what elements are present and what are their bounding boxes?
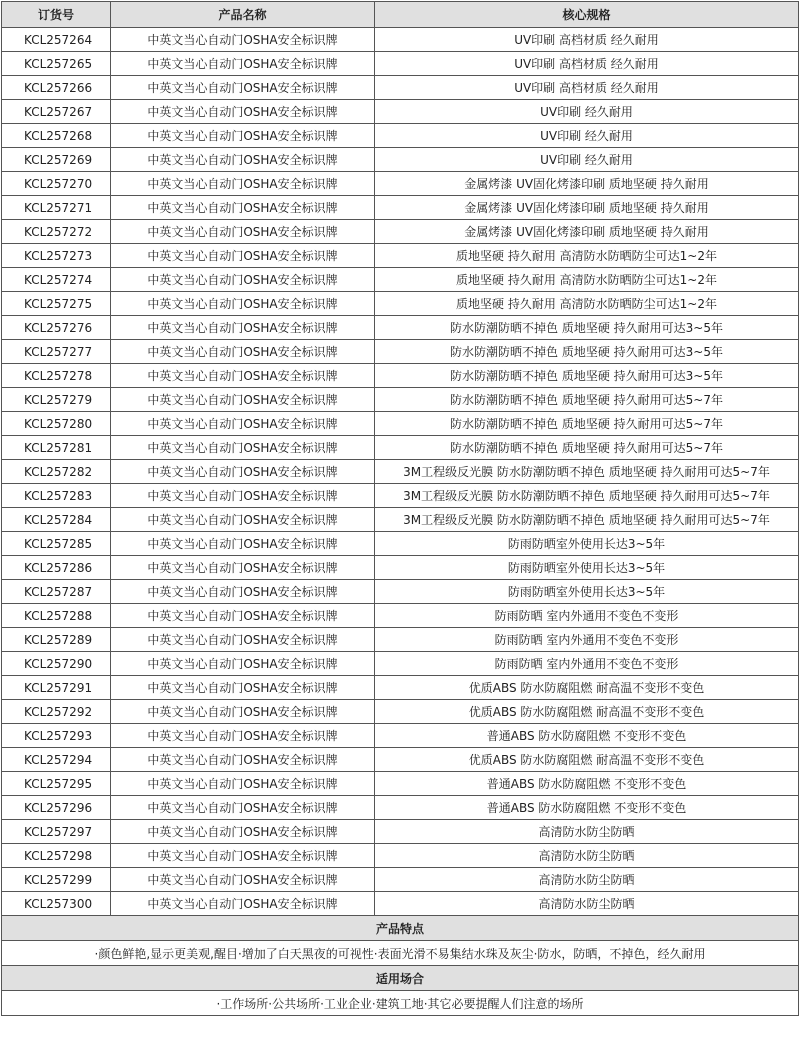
table-header-row (2, 2, 799, 28)
product-name-cell: 中英文当心自动门OSHA安全标识牌 (111, 340, 375, 364)
core-spec-cell: 高清防水防尘防晒 (375, 820, 799, 844)
core-spec-cell: 防雨防晒室外使用长达3~5年 (375, 532, 799, 556)
core-spec-cell: 防水防潮防晒不掉色 质地坚硬 持久耐用可达5~7年 (375, 388, 799, 412)
product-name-cell: 中英文当心自动门OSHA安全标识牌 (111, 580, 375, 604)
table-row (2, 316, 799, 340)
core-spec-cell: 金属烤漆 UV固化烤漆印刷 质地坚硬 持久耐用 (375, 172, 799, 196)
core-spec-cell: 优质ABS 防水防腐阻燃 耐高温不变形不变色 (375, 700, 799, 724)
order-number-cell: KCL257282 (2, 460, 111, 484)
core-spec-cell: 高清防水防尘防晒 (375, 892, 799, 916)
product-name-cell: 中英文当心自动门OSHA安全标识牌 (111, 124, 375, 148)
order-number-cell: KCL257279 (2, 388, 111, 412)
product-table-container (1, 1, 798, 1016)
core-spec-cell: 高清防水防尘防晒 (375, 868, 799, 892)
order-number-cell: KCL257292 (2, 700, 111, 724)
table-row (2, 76, 799, 100)
core-spec-cell: UV印刷 经久耐用 (375, 124, 799, 148)
table-row (2, 412, 799, 436)
order-number-cell: KCL257300 (2, 892, 111, 916)
product-name-cell: 中英文当心自动门OSHA安全标识牌 (111, 700, 375, 724)
order-number-cell: KCL257290 (2, 652, 111, 676)
product-name-cell: 中英文当心自动门OSHA安全标识牌 (111, 52, 375, 76)
usage-title: 适用场合 (2, 966, 799, 991)
core-spec-cell: 高清防水防尘防晒 (375, 844, 799, 868)
core-spec-cell: UV印刷 经久耐用 (375, 100, 799, 124)
header-order-number: 订货号 (2, 2, 111, 28)
product-name-cell: 中英文当心自动门OSHA安全标识牌 (111, 220, 375, 244)
order-number-cell: KCL257287 (2, 580, 111, 604)
table-row (2, 124, 799, 148)
order-number-cell: KCL257281 (2, 436, 111, 460)
core-spec-cell: UV印刷 高档材质 经久耐用 (375, 28, 799, 52)
table-row (2, 364, 799, 388)
core-spec-cell: 防雨防晒 室内外通用不变色不变形 (375, 628, 799, 652)
order-number-cell: KCL257288 (2, 604, 111, 628)
core-spec-cell: 防水防潮防晒不掉色 质地坚硬 持久耐用可达3~5年 (375, 316, 799, 340)
table-row (2, 580, 799, 604)
core-spec-cell: 3M工程级反光膜 防水防潮防晒不掉色 质地坚硬 持久耐用可达5~7年 (375, 508, 799, 532)
product-name-cell: 中英文当心自动门OSHA安全标识牌 (111, 412, 375, 436)
order-number-cell: KCL257283 (2, 484, 111, 508)
table-row (2, 844, 799, 868)
table-row (2, 820, 799, 844)
table-row (2, 52, 799, 76)
core-spec-cell: 质地坚硬 持久耐用 高清防水防晒防尘可达1~2年 (375, 244, 799, 268)
product-name-cell: 中英文当心自动门OSHA安全标识牌 (111, 196, 375, 220)
usage-body-row (2, 991, 799, 1016)
order-number-cell: KCL257294 (2, 748, 111, 772)
table-row (2, 700, 799, 724)
header-core-spec: 核心规格 (375, 2, 799, 28)
order-number-cell: KCL257297 (2, 820, 111, 844)
core-spec-cell: UV印刷 高档材质 经久耐用 (375, 76, 799, 100)
order-number-cell: KCL257280 (2, 412, 111, 436)
table-row (2, 460, 799, 484)
table-row (2, 196, 799, 220)
table-row (2, 220, 799, 244)
usage-header-row (2, 966, 799, 991)
product-name-cell: 中英文当心自动门OSHA安全标识牌 (111, 676, 375, 700)
product-name-cell: 中英文当心自动门OSHA安全标识牌 (111, 484, 375, 508)
table-row (2, 724, 799, 748)
core-spec-cell: 质地坚硬 持久耐用 高清防水防晒防尘可达1~2年 (375, 268, 799, 292)
core-spec-cell: 普通ABS 防水防腐阻燃 不变形不变色 (375, 772, 799, 796)
order-number-cell: KCL257289 (2, 628, 111, 652)
product-name-cell: 中英文当心自动门OSHA安全标识牌 (111, 316, 375, 340)
table-row (2, 892, 799, 916)
core-spec-cell: 优质ABS 防水防腐阻燃 耐高温不变形不变色 (375, 748, 799, 772)
core-spec-cell: 防水防潮防晒不掉色 质地坚硬 持久耐用可达3~5年 (375, 340, 799, 364)
order-number-cell: KCL257270 (2, 172, 111, 196)
order-number-cell: KCL257296 (2, 796, 111, 820)
order-number-cell: KCL257264 (2, 28, 111, 52)
core-spec-cell: 质地坚硬 持久耐用 高清防水防晒防尘可达1~2年 (375, 292, 799, 316)
order-number-cell: KCL257278 (2, 364, 111, 388)
order-number-cell: KCL257274 (2, 268, 111, 292)
table-row (2, 556, 799, 580)
product-name-cell: 中英文当心自动门OSHA安全标识牌 (111, 268, 375, 292)
product-name-cell: 中英文当心自动门OSHA安全标识牌 (111, 532, 375, 556)
order-number-cell: KCL257298 (2, 844, 111, 868)
product-name-cell: 中英文当心自动门OSHA安全标识牌 (111, 796, 375, 820)
table-row (2, 292, 799, 316)
core-spec-cell: 优质ABS 防水防腐阻燃 耐高温不变形不变色 (375, 676, 799, 700)
core-spec-cell: 普通ABS 防水防腐阻燃 不变形不变色 (375, 796, 799, 820)
table-row (2, 28, 799, 52)
core-spec-cell: 防水防潮防晒不掉色 质地坚硬 持久耐用可达5~7年 (375, 412, 799, 436)
features-body-row (2, 941, 799, 966)
order-number-cell: KCL257299 (2, 868, 111, 892)
table-row (2, 676, 799, 700)
table-row (2, 796, 799, 820)
order-number-cell: KCL257265 (2, 52, 111, 76)
table-row (2, 604, 799, 628)
table-row (2, 532, 799, 556)
order-number-cell: KCL257273 (2, 244, 111, 268)
table-row (2, 868, 799, 892)
core-spec-cell: 普通ABS 防水防腐阻燃 不变形不变色 (375, 724, 799, 748)
product-name-cell: 中英文当心自动门OSHA安全标识牌 (111, 100, 375, 124)
product-name-cell: 中英文当心自动门OSHA安全标识牌 (111, 508, 375, 532)
core-spec-cell: 防雨防晒 室内外通用不变色不变形 (375, 604, 799, 628)
core-spec-cell: 防雨防晒室外使用长达3~5年 (375, 580, 799, 604)
table-row (2, 652, 799, 676)
order-number-cell: KCL257269 (2, 148, 111, 172)
table-row (2, 172, 799, 196)
product-name-cell: 中英文当心自动门OSHA安全标识牌 (111, 556, 375, 580)
order-number-cell: KCL257271 (2, 196, 111, 220)
order-number-cell: KCL257295 (2, 772, 111, 796)
product-name-cell: 中英文当心自动门OSHA安全标识牌 (111, 868, 375, 892)
core-spec-cell: 3M工程级反光膜 防水防潮防晒不掉色 质地坚硬 持久耐用可达5~7年 (375, 484, 799, 508)
table-row (2, 268, 799, 292)
product-name-cell: 中英文当心自动门OSHA安全标识牌 (111, 628, 375, 652)
product-name-cell: 中英文当心自动门OSHA安全标识牌 (111, 772, 375, 796)
core-spec-cell: 金属烤漆 UV固化烤漆印刷 质地坚硬 持久耐用 (375, 220, 799, 244)
order-number-cell: KCL257275 (2, 292, 111, 316)
features-text: ·颜色鲜艳,显示更美观,醒目·增加了白天黑夜的可视性·表面光滑不易集结水珠及灰尘·防水，防晒，不掉色，经久耐用 (2, 941, 799, 966)
table-row (2, 148, 799, 172)
core-spec-cell: UV印刷 经久耐用 (375, 148, 799, 172)
product-name-cell: 中英文当心自动门OSHA安全标识牌 (111, 76, 375, 100)
product-name-cell: 中英文当心自动门OSHA安全标识牌 (111, 892, 375, 916)
core-spec-cell: 3M工程级反光膜 防水防潮防晒不掉色 质地坚硬 持久耐用可达5~7年 (375, 460, 799, 484)
product-name-cell: 中英文当心自动门OSHA安全标识牌 (111, 28, 375, 52)
core-spec-cell: 防水防潮防晒不掉色 质地坚硬 持久耐用可达3~5年 (375, 364, 799, 388)
table-row (2, 628, 799, 652)
order-number-cell: KCL257267 (2, 100, 111, 124)
table-body (2, 28, 799, 916)
usage-text: ·工作场所·公共场所·工业企业·建筑工地·其它必要提醒人们注意的场所 (2, 991, 799, 1016)
table-row (2, 244, 799, 268)
product-name-cell: 中英文当心自动门OSHA安全标识牌 (111, 820, 375, 844)
core-spec-cell: 金属烤漆 UV固化烤漆印刷 质地坚硬 持久耐用 (375, 196, 799, 220)
core-spec-cell: 防雨防晒 室内外通用不变色不变形 (375, 652, 799, 676)
table-row (2, 340, 799, 364)
features-title: 产品特点 (2, 916, 799, 941)
features-header-row (2, 916, 799, 941)
core-spec-cell: 防雨防晒室外使用长达3~5年 (375, 556, 799, 580)
product-name-cell: 中英文当心自动门OSHA安全标识牌 (111, 292, 375, 316)
order-number-cell: KCL257285 (2, 532, 111, 556)
order-number-cell: KCL257293 (2, 724, 111, 748)
table-row (2, 388, 799, 412)
table-row (2, 508, 799, 532)
table-row (2, 484, 799, 508)
product-name-cell: 中英文当心自动门OSHA安全标识牌 (111, 652, 375, 676)
table-row (2, 748, 799, 772)
order-number-cell: KCL257291 (2, 676, 111, 700)
order-number-cell: KCL257286 (2, 556, 111, 580)
order-number-cell: KCL257266 (2, 76, 111, 100)
core-spec-cell: 防水防潮防晒不掉色 质地坚硬 持久耐用可达5~7年 (375, 436, 799, 460)
product-name-cell: 中英文当心自动门OSHA安全标识牌 (111, 388, 375, 412)
product-name-cell: 中英文当心自动门OSHA安全标识牌 (111, 724, 375, 748)
core-spec-cell: UV印刷 高档材质 经久耐用 (375, 52, 799, 76)
product-name-cell: 中英文当心自动门OSHA安全标识牌 (111, 364, 375, 388)
order-number-cell: KCL257276 (2, 316, 111, 340)
product-name-cell: 中英文当心自动门OSHA安全标识牌 (111, 172, 375, 196)
product-table (1, 1, 799, 1016)
product-name-cell: 中英文当心自动门OSHA安全标识牌 (111, 436, 375, 460)
product-name-cell: 中英文当心自动门OSHA安全标识牌 (111, 844, 375, 868)
header-product-name: 产品名称 (111, 2, 375, 28)
table-row (2, 100, 799, 124)
order-number-cell: KCL257268 (2, 124, 111, 148)
product-name-cell: 中英文当心自动门OSHA安全标识牌 (111, 460, 375, 484)
table-row (2, 772, 799, 796)
table-row (2, 436, 799, 460)
order-number-cell: KCL257272 (2, 220, 111, 244)
product-name-cell: 中英文当心自动门OSHA安全标识牌 (111, 604, 375, 628)
order-number-cell: KCL257284 (2, 508, 111, 532)
product-name-cell: 中英文当心自动门OSHA安全标识牌 (111, 748, 375, 772)
product-name-cell: 中英文当心自动门OSHA安全标识牌 (111, 244, 375, 268)
order-number-cell: KCL257277 (2, 340, 111, 364)
product-name-cell: 中英文当心自动门OSHA安全标识牌 (111, 148, 375, 172)
